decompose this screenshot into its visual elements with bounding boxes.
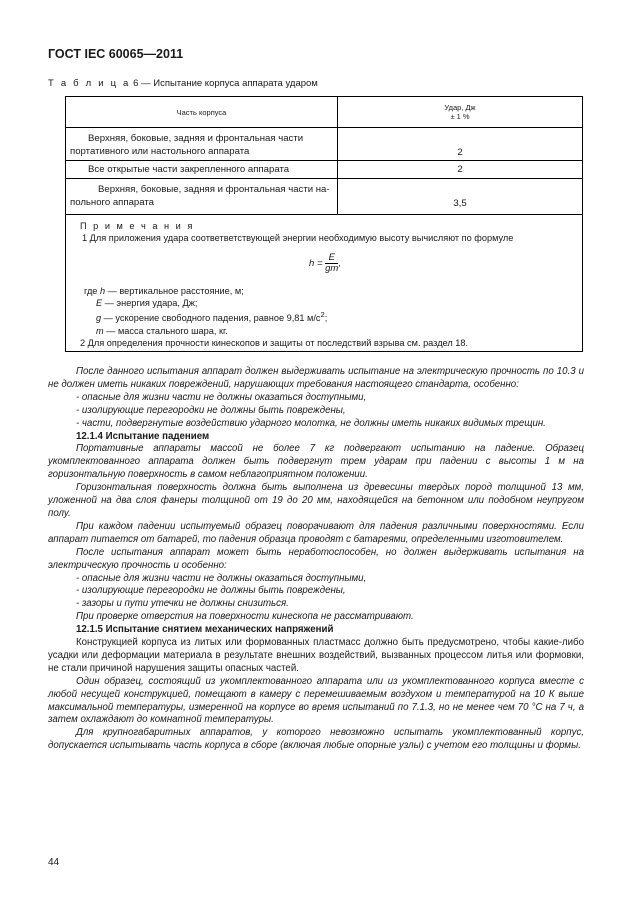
table-caption-label: Т а б л и ц а — [48, 78, 131, 89]
section-heading-12-1-4: 12.1.4 Испытание падением — [76, 430, 210, 442]
definition-superscript: 2 — [320, 310, 325, 320]
row-part-line2: портативного или настольного аппарата — [70, 146, 250, 157]
definition-tail: ; — [324, 313, 328, 324]
col-header-energy — [338, 97, 583, 128]
page-header-doc-id: ГОСТ IEC 60065—2011 — [48, 47, 184, 61]
definition-m — [84, 325, 570, 337]
definition-text: — масса стального шара, кг. — [103, 325, 228, 336]
table-notes — [66, 215, 583, 352]
note-2: 2 Для определения прочности кинескопов и защиты от последствий взрыва см. раздел 18. — [80, 337, 469, 348]
table-row — [66, 179, 583, 215]
body-text — [48, 366, 584, 753]
definition-text: — ускорение свободного падения, равное 9,81 м/с — [101, 313, 321, 324]
col-header-energy-line1: Удар, Дж — [444, 103, 476, 112]
definition-text: — вертикальное расстояние, м; — [105, 285, 244, 296]
list-item: - изолирующие перегородки не должны быть повреждены, — [76, 585, 346, 597]
notes-title: П р и м е ч а н и я — [80, 221, 195, 231]
definition-e — [84, 297, 570, 309]
table-caption — [48, 78, 318, 89]
paragraph: Портативные аппараты массой не более 7 кг подвергают испытанию на падение. Образец укомплектованного аппарата должен быть подвергнут трем ударам при падении с высоты 1 м на горизонтальную поверхность в самом неблагоприятном положении. — [48, 443, 584, 481]
formula-tail: , — [338, 257, 341, 269]
row-part-cell: Все открытые части закрепленного аппарата — [66, 161, 338, 179]
paragraph: При каждом падении испытуемый образец поворачивают для падения различными поверхностями. Если аппарат питается от батарей, то падения образца проводят с батареями, определенными изготовителем. — [48, 520, 584, 545]
where-label: где — [84, 285, 98, 296]
formula-definitions — [84, 285, 570, 337]
list-item: - части, подвергнутые воздействию ударного молотка, не должны иметь никаких видимых трещин. — [76, 417, 546, 429]
paragraph: После испытания аппарат может быть неработоспособен, но должен выдерживать испытания на электрическую прочность и особенно: — [48, 546, 584, 571]
formula-fraction — [325, 253, 338, 274]
page-number: 44 — [48, 857, 60, 868]
formula-lhs: h = — [309, 257, 323, 269]
symbol: E — [96, 297, 103, 308]
paragraph: Горизонтальная поверхность должна быть выполнена из древесины твердых пород толщиной 13 мм, уложенной на два слоя фанеры толщиной от 19 до 20 мм, находящейся на бетонном или подобном неупругом полу. — [48, 482, 584, 519]
row-value: 2 — [338, 161, 583, 179]
symbol: h — [99, 285, 106, 296]
list-item: - опасные для жизни части не должны оказаться доступными, — [76, 572, 367, 584]
note-1: 1 Для приложения удара соответветствующей энергии необходимую высоту вычисляют по формуле — [82, 233, 514, 244]
table-row — [66, 128, 583, 161]
list-item: - зазоры и пути утечки не должны снизиться. — [76, 598, 289, 610]
list-item: - изолирующие перегородки не должны быть повреждены, — [76, 404, 346, 416]
paragraph: После данного испытания аппарат должен выдерживать испытание на электрическую прочность по 10.3 и не должен иметь никаких повреждений, нарушающих требования настоящего стандарта, особенно: — [48, 366, 584, 390]
definition-g — [84, 309, 570, 324]
row-part-cell — [66, 128, 338, 161]
list-item: - опасные для жизни части не должны оказаться доступными, — [76, 391, 367, 403]
paragraph: Конструкцией корпуса из литых или формованных пластмасс должно быть предусмотрено, чтобы какие-либо усадки или деформации материала в результате внешних воздействий, вызванных процессом литья или формовки, не стали причиной нарушения защиты опасных частей. — [48, 637, 584, 674]
row-value: 3,5 — [338, 179, 583, 215]
paragraph: Один образец, состоящий из укомплектованного аппарата или из укомплектованного корпуса вместе с любой несущей конструкцией, помещают в камеру с перемешиваемым воздухом и температурой на 10 К выше максимальной температуры, измеренной на корпусе во время испытаний по 7.1.3, но не менее чем 70 °С на 7 ч, а затем охлаждают до комнатной температуры. — [48, 675, 584, 726]
row-part-line2: польного аппарата — [70, 197, 154, 208]
col-header-energy-line2: ± 1 % — [450, 112, 470, 121]
table-header-row — [66, 97, 583, 128]
formula-numerator: E — [325, 253, 338, 264]
paragraph: Для крупногабаритных аппаратов, у которого невозможно испытать укомплектованный корпус, допускается испытывать часть корпуса в сборе (включая любые опорные узлы) с учетом его толщины и формы. — [48, 727, 584, 752]
definition-text: — энергия удара, Дж; — [102, 297, 198, 308]
row-part-line1: Верхняя, боковые, задняя и фронтальная части на- — [98, 184, 330, 195]
formula-denominator: gm — [325, 262, 339, 274]
definition-h — [84, 285, 570, 297]
table-notes-row — [66, 215, 583, 352]
symbol: g — [96, 313, 102, 324]
table-row — [66, 161, 583, 179]
height-formula — [80, 253, 570, 275]
row-part-cell — [66, 179, 338, 215]
paragraph: При проверке отверстия на поверхности кинескопа не рассматривают. — [76, 611, 414, 623]
section-heading-12-1-5: 12.1.5 Испытание снятием механических напряжений — [76, 624, 334, 636]
row-value: 2 — [338, 128, 583, 161]
table-caption-text: 6 — Испытание корпуса аппарата ударом — [130, 78, 318, 89]
impact-test-table — [65, 96, 583, 352]
symbol: m — [96, 325, 104, 336]
col-header-part: Часть корпуса — [66, 97, 338, 128]
row-part-line1: Верхняя, боковые, задняя и фронтальная части — [88, 133, 304, 144]
